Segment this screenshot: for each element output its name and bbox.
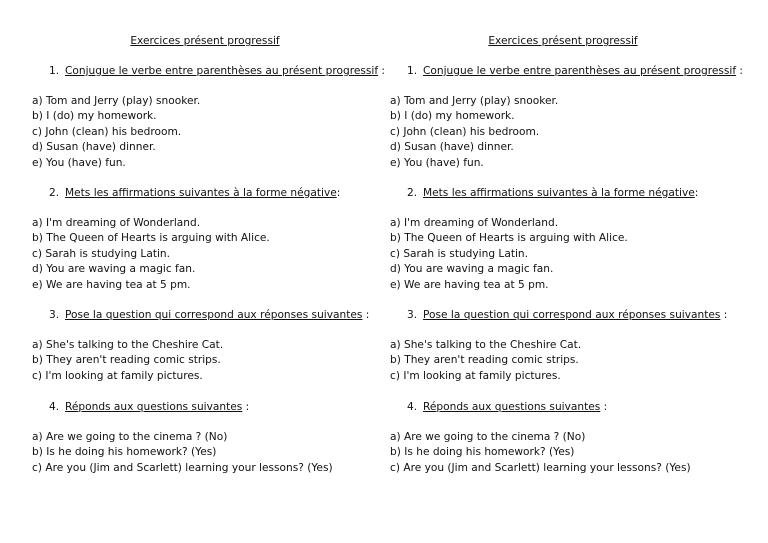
- section-heading-suffix: :: [378, 65, 385, 77]
- section-heading-text: Pose la question qui correspond aux réponses suivantes: [65, 309, 363, 321]
- exercise-item: c) I'm looking at family pictures.: [390, 369, 561, 382]
- section-3-heading: [49, 308, 369, 323]
- exercise-item: b) Is he doing his homework? (Yes): [32, 446, 217, 459]
- exercise-item: c) John (clean) his bedroom.: [390, 125, 540, 138]
- exercise-item: d) You are waving a magic fan.: [390, 263, 554, 276]
- section-heading-text: Réponds aux questions suivantes: [423, 401, 601, 413]
- section-heading-text: Conjugue le verbe entre parenthèses au présent progressif: [423, 65, 737, 77]
- section-4-heading: [49, 400, 249, 415]
- exercise-item: a) I'm dreaming of Wonderland.: [390, 217, 559, 229]
- section-heading-suffix: :: [694, 187, 699, 199]
- section-number: 3.: [407, 309, 418, 321]
- exercise-item: a) Tom and Jerry (play) snooker.: [32, 95, 201, 107]
- exercise-item: d) You are waving a magic fan.: [32, 263, 196, 276]
- section-heading-text: Pose la question qui correspond aux réponses suivantes: [423, 309, 721, 321]
- section-number: 4.: [407, 401, 418, 413]
- exercise-item: b) They aren't reading comic strips.: [390, 354, 579, 367]
- section-heading-suffix: :: [736, 65, 743, 77]
- section-2-items: [390, 216, 628, 293]
- section-heading-suffix: :: [242, 401, 250, 413]
- worksheet-title: Exercices présent progressif: [488, 35, 638, 47]
- exercise-item: a) Are we going to the cinema ? (No): [32, 431, 228, 443]
- section-number: 2.: [407, 187, 418, 199]
- exercise-item: b) I (do) my homework.: [32, 110, 157, 123]
- exercise-item: c) Sarah is studying Latin.: [390, 247, 529, 260]
- section-4-items: [390, 430, 691, 476]
- section-2-heading: [407, 186, 698, 201]
- section-heading-text: Conjugue le verbe entre parenthèses au présent progressif: [65, 65, 379, 77]
- exercise-item: c) I'm looking at family pictures.: [32, 369, 203, 382]
- exercise-item: d) Susan (have) dinner.: [32, 141, 156, 154]
- section-heading-suffix: :: [362, 309, 370, 321]
- section-1-heading: [49, 64, 385, 79]
- exercise-item: a) She's talking to the Cheshire Cat.: [32, 339, 224, 351]
- exercise-item: b) I (do) my homework.: [390, 110, 515, 123]
- section-heading-suffix: :: [720, 309, 728, 321]
- section-1-items: [32, 94, 200, 171]
- section-3-items: [32, 338, 223, 384]
- exercise-item: b) Is he doing his homework? (Yes): [390, 446, 575, 459]
- exercise-item: c) Are you (Jim and Scarlett) learning your lessons? (Yes): [390, 461, 691, 474]
- exercise-item: b) They aren't reading comic strips.: [32, 354, 221, 367]
- section-3-heading: [407, 308, 727, 323]
- exercise-item: e) We are having tea at 5 pm.: [390, 278, 549, 291]
- section-heading-suffix: :: [336, 187, 341, 199]
- exercise-item: e) You (have) fun.: [32, 156, 126, 169]
- section-heading-suffix: :: [600, 401, 608, 413]
- exercise-item: e) We are having tea at 5 pm.: [32, 278, 191, 291]
- section-3-items: [390, 338, 581, 384]
- exercise-item: b) The Queen of Hearts is arguing with Alice.: [390, 232, 628, 245]
- section-1-heading: [407, 64, 743, 79]
- section-4-heading: [407, 400, 607, 415]
- section-heading-text: Réponds aux questions suivantes: [65, 401, 243, 413]
- section-number: 1.: [407, 65, 418, 77]
- exercise-item: a) She's talking to the Cheshire Cat.: [390, 339, 582, 351]
- exercise-item: e) You (have) fun.: [390, 156, 484, 169]
- worksheet-title: Exercices présent progressif: [130, 35, 280, 47]
- section-number: 2.: [49, 187, 60, 199]
- section-1-items: [390, 94, 558, 171]
- section-heading-text: Mets les affirmations suivantes à la forme négative: [423, 187, 695, 199]
- exercise-item: a) Are we going to the cinema ? (No): [390, 431, 586, 443]
- section-4-items: [32, 430, 333, 476]
- exercise-item: c) Sarah is studying Latin.: [32, 247, 171, 260]
- exercise-item: c) Are you (Jim and Scarlett) learning your lessons? (Yes): [32, 461, 333, 474]
- section-number: 1.: [49, 65, 60, 77]
- section-heading-text: Mets les affirmations suivantes à la forme négative: [65, 187, 337, 199]
- section-2-items: [32, 216, 270, 293]
- exercise-item: a) I'm dreaming of Wonderland.: [32, 217, 201, 229]
- exercise-item: a) Tom and Jerry (play) snooker.: [390, 95, 559, 107]
- section-2-heading: [49, 186, 340, 201]
- section-number: 3.: [49, 309, 60, 321]
- exercise-item: b) The Queen of Hearts is arguing with Alice.: [32, 232, 270, 245]
- section-number: 4.: [49, 401, 60, 413]
- exercise-item: c) John (clean) his bedroom.: [32, 125, 182, 138]
- exercise-item: d) Susan (have) dinner.: [390, 141, 514, 154]
